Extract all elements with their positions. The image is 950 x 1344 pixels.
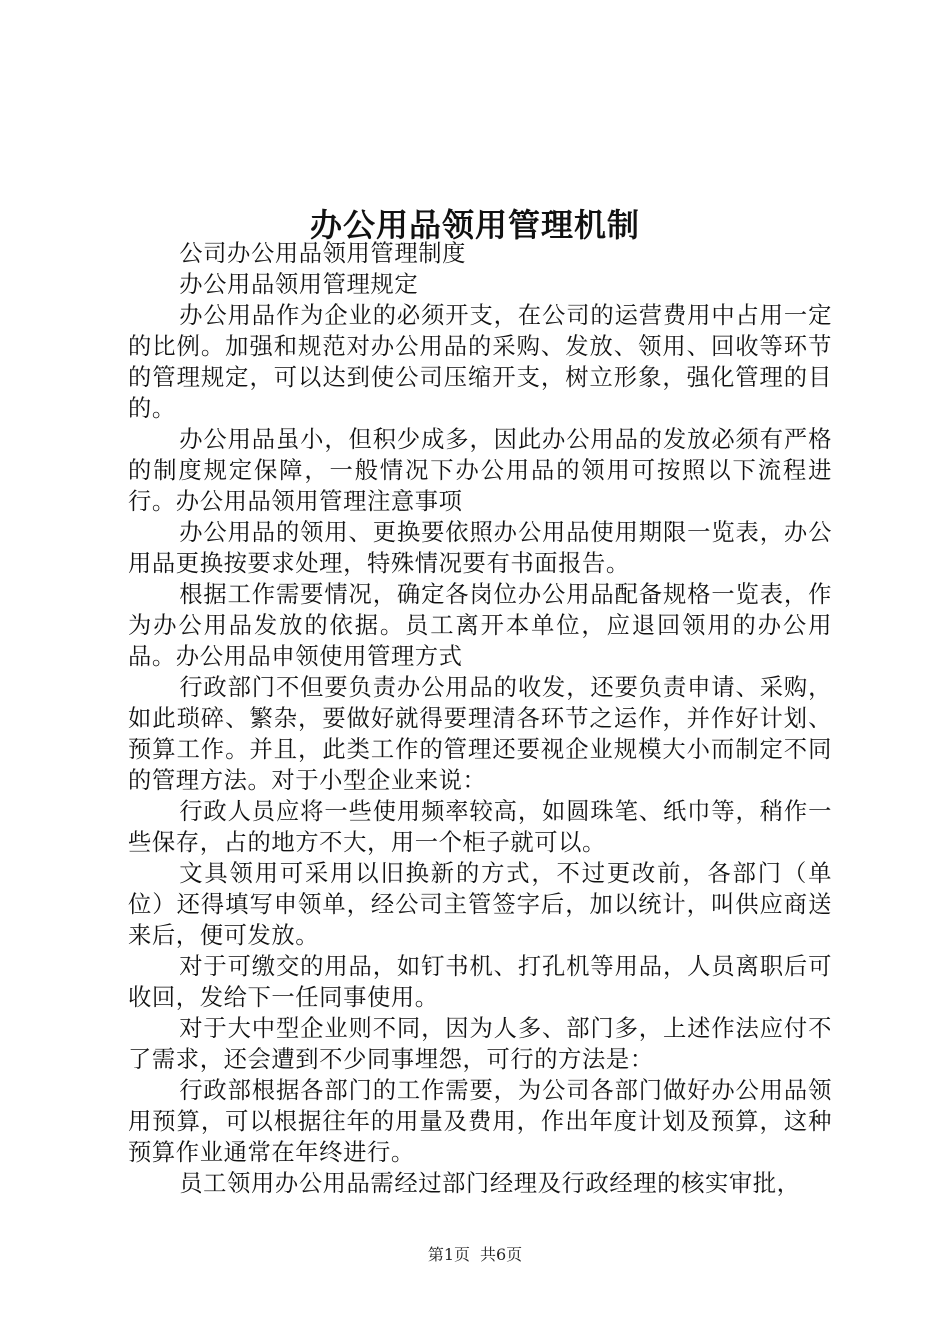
- paragraph: 公司办公用品领用管理制度: [179, 240, 467, 267]
- page-number: 第1页: [427, 1245, 470, 1264]
- paragraph: 行政人员应将一些使用频率较高，如圆珠笔、纸巾等，稍作一些保存，占的地方不大，用一个柜子就可以。: [128, 798, 832, 856]
- page-footer: [0, 1244, 950, 1266]
- paragraph: 办公用品领用管理规定: [179, 271, 419, 298]
- paragraph: 对于大中型企业则不同，因为人多、部门多，上述作法应付不了需求，还会遭到不少同事埋怨，可行的方法是：: [128, 1015, 832, 1073]
- paragraph: 行政部根据各部门的工作需要，为公司各部门做好办公用品领用预算，可以根据往年的用量及费用，作出年度计划及预算，这种预算作业通常在年终进行。: [128, 1077, 832, 1166]
- page-total: 共6页: [480, 1245, 523, 1264]
- document-body: [128, 238, 832, 1199]
- paragraph: 办公用品虽小，但积少成多，因此办公用品的发放必须有严格的制度规定保障，一般情况下办公用品的领用可按照以下流程进行。办公用品领用管理注意事项: [128, 426, 832, 515]
- paragraph: 文具领用可采用以旧换新的方式，不过更改前，各部门（单位）还得填写申领单，经公司主管签字后，加以统计，叫供应商送来后，便可发放。: [128, 860, 832, 949]
- paragraph: 员工领用办公用品需经过部门经理及行政经理的核实审批，: [179, 1170, 801, 1197]
- paragraph: 办公用品的领用、更换要依照办公用品使用期限一览表，办公用品更换按要求处理，特殊情况要有书面报告。: [128, 519, 832, 577]
- paragraph: 根据工作需要情况，确定各岗位办公用品配备规格一览表，作为办公用品发放的依据。员工离开本单位，应退回领用的办公用品。办公用品申领使用管理方式: [128, 581, 832, 670]
- paragraph: 行政部门不但要负责办公用品的收发，还要负责申请、采购，如此琐碎、繁杂，要做好就得要理清各环节之运作，并作好计划、预算工作。并且，此类工作的管理还要视企业规模大小而制定不同的管理方法。对于小型企业来说：: [128, 674, 832, 794]
- paragraph: 办公用品作为企业的必须开支，在公司的运营费用中占用一定的比例。加强和规范对办公用品的采购、发放、领用、回收等环节的管理规定，可以达到使公司压缩开支，树立形象，强化管理的目的。: [128, 302, 832, 422]
- paragraph: 对于可缴交的用品，如钉书机、打孔机等用品，人员离职后可收回，发给下一任同事使用。: [128, 953, 832, 1011]
- document-title: 办公用品领用管理机制: [309, 206, 640, 245]
